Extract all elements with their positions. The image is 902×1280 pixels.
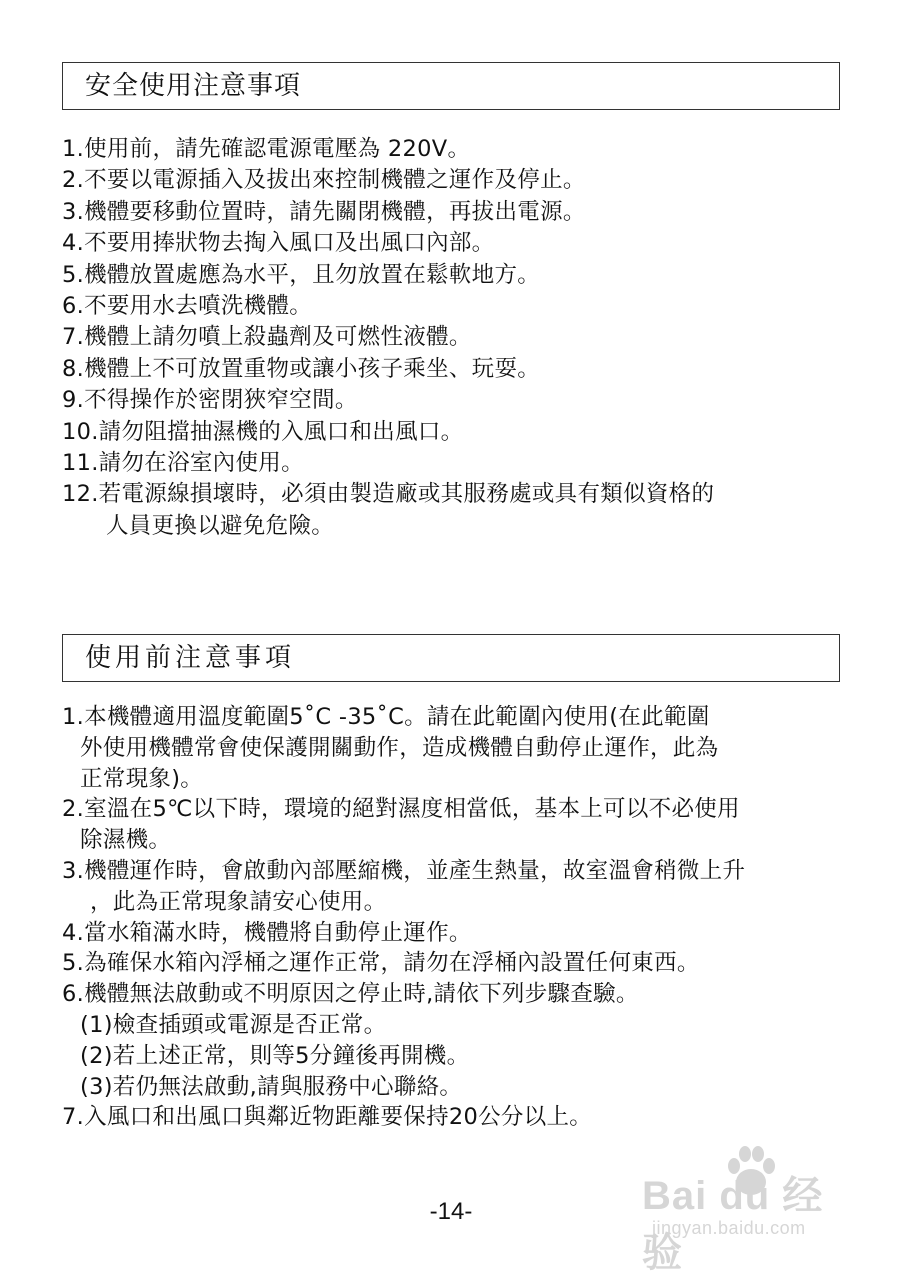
sub-list-item: (2)若上述正常，則等5分鐘後再開機。	[80, 1042, 470, 1069]
list-item: 9.不得操作於密閉狹窄空間。	[62, 387, 358, 414]
list-item: 12.若電源線損壞時，必須由製造廠或其服務處或具有類似資格的	[62, 481, 715, 508]
list-item: 6.不要用水去噴洗機體。	[62, 293, 313, 320]
list-item: 4.當水箱滿水時，機體將自動停止運作。	[62, 919, 472, 946]
section-title-before-use: 使用前注意事項	[62, 634, 840, 682]
safety-list	[62, 134, 852, 542]
sub-list-item: (3)若仍無法啟動,請與服務中心聯絡。	[80, 1073, 463, 1100]
list-item: 3.機體運作時，會啟動內部壓縮機，並產生熱量，故室溫會稍微上升	[62, 857, 746, 884]
list-item: 5.為確保水箱內浮桶之運作正常，請勿在浮桶內設置任何東西。	[62, 950, 700, 977]
sub-list-item: (1)檢查插頭或電源是否正常。	[80, 1011, 387, 1038]
before-use-list	[62, 702, 852, 1133]
list-item: 8.機體上不可放置重物或讓小孩子乘坐、玩耍。	[62, 355, 541, 382]
list-item: 1.本機體適用溫度範圍5˚C -35˚C。請在此範圍內使用(在此範圍	[62, 704, 710, 730]
list-item: 6.機體無法啟動或不明原因之停止時,請依下列步驟查驗。	[62, 981, 639, 1008]
watermark-url: jingyan.baidu.com	[652, 1218, 806, 1238]
list-item-continuation: 除濕機。	[80, 827, 172, 854]
page-number: -14-	[429, 1198, 473, 1225]
watermark	[642, 1140, 862, 1275]
list-item-continuation: ，此為正常現象請安心使用。	[90, 888, 387, 915]
list-item: 1.使用前，請先確認電源電壓為 220V。	[62, 136, 471, 162]
list-item: 7.入風口和出風口與鄰近物距離要保持20公分以上。	[62, 1104, 593, 1131]
watermark-logo: Bai du 经验	[642, 1174, 824, 1275]
list-item-continuation: 人員更換以避免危險。	[106, 512, 335, 539]
list-item: 5.機體放置處應為水平，且勿放置在鬆軟地方。	[62, 261, 541, 288]
list-item: 10.請勿阻擋抽濕機的入風口和出風口。	[62, 418, 464, 445]
list-item: 4.不要用捧狀物去掏入風口及出風口內部。	[62, 230, 495, 257]
list-item: 3.機體要移動位置時，請先關閉機體，再拔出電源。	[62, 198, 586, 225]
list-item: 11.請勿在浴室內使用。	[62, 450, 304, 477]
section-title-safety: 安全使用注意事項	[62, 62, 840, 110]
list-item-continuation: 正常現象)。	[80, 765, 204, 792]
list-item-continuation: 外使用機體常會使保護開關動作，造成機體自動停止運作，此為	[80, 734, 719, 761]
list-item: 2.不要以電源插入及拔出來控制機體之運作及停止。	[62, 167, 586, 194]
list-item: 7.機體上請勿噴上殺蟲劑及可燃性液體。	[62, 324, 472, 351]
list-item: 2.室溫在5℃以下時，環境的絕對濕度相當低，基本上可以不必使用	[62, 796, 740, 823]
